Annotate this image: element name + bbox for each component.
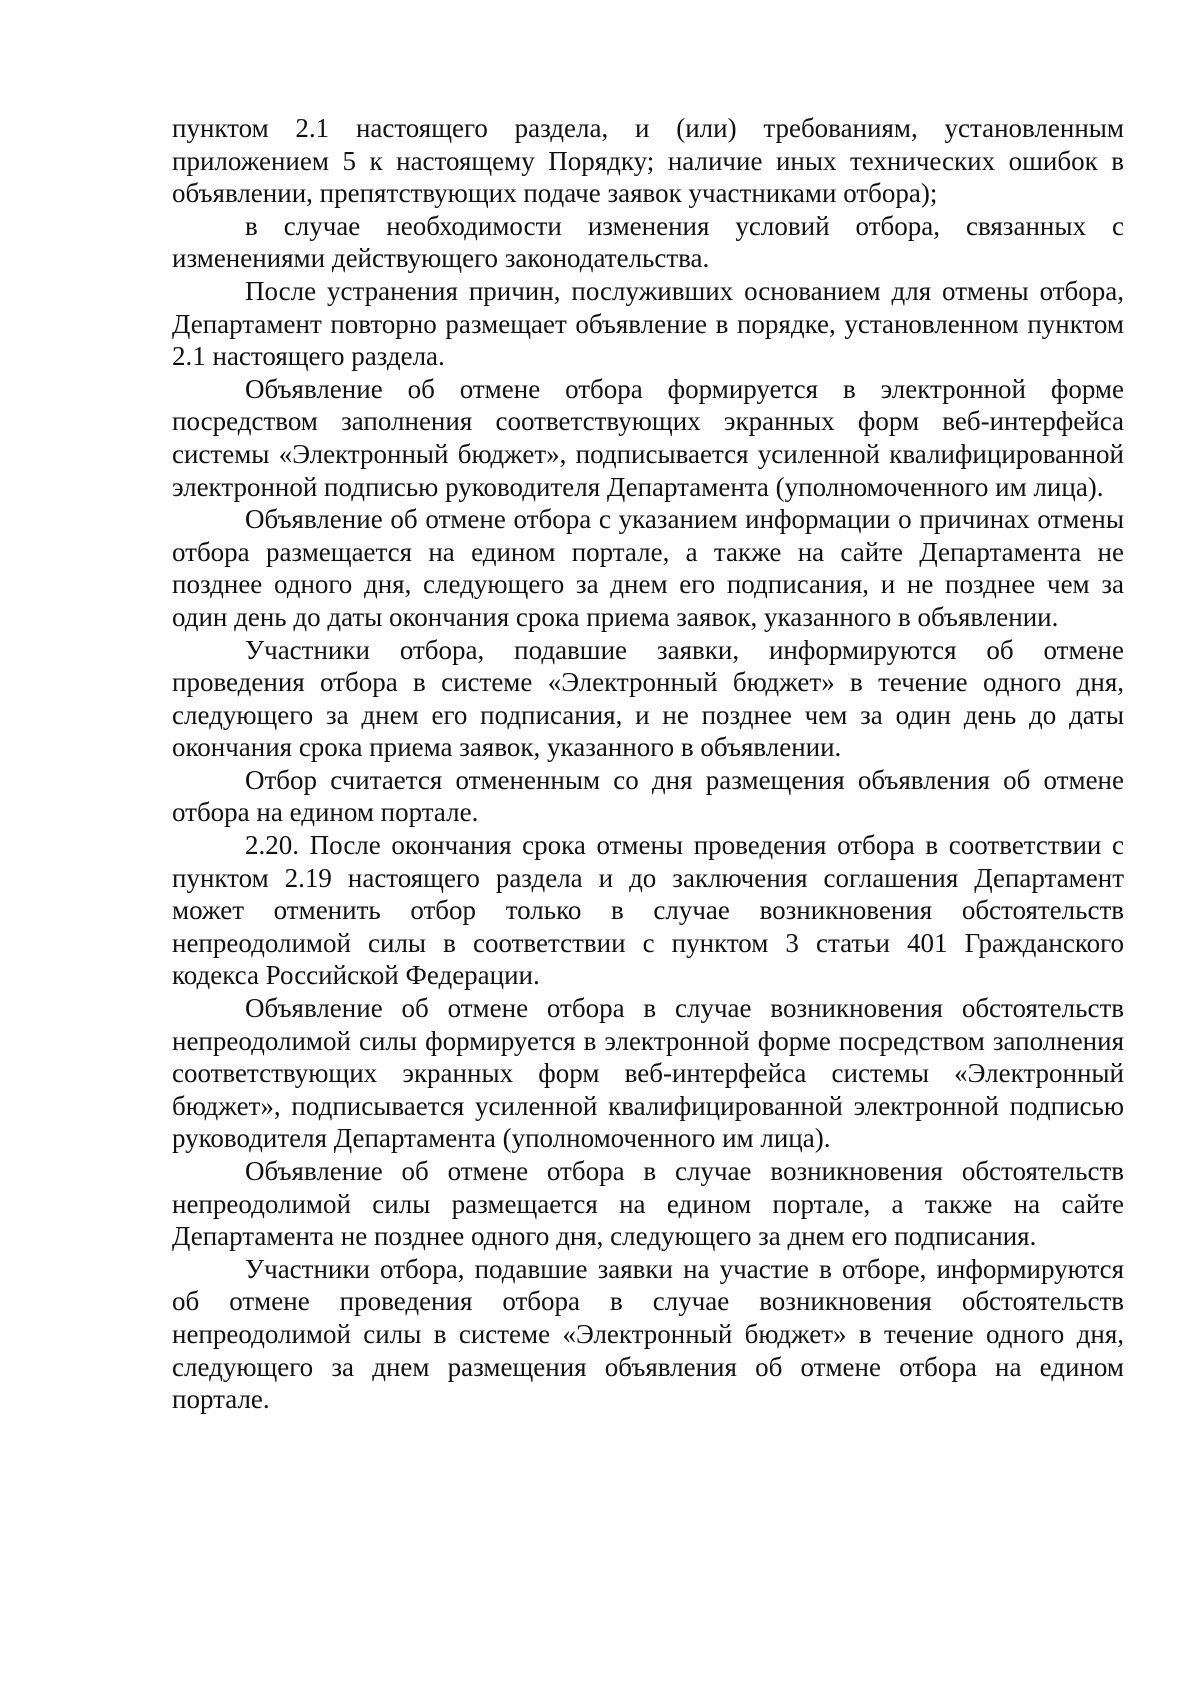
paragraph-continuation: пунктом 2.1 настоящего раздела, и (или) требованиям, установленным приложением 5 к настоящему Порядку; наличие иных технических ошибок в объявлении, препятствующих подаче заявок участниками отбора); xyxy=(172,113,1124,209)
paragraph: Участники отбора, подавшие заявки на участие в отборе, информируются об отмене проведения отбора в случае возникновения обстоятельств непреодолимой силы в системе «Электронный бюджет» в течение одного дня, следующего за днем размещения объявления об отмене отбора на едином портале. xyxy=(172,1253,1124,1415)
paragraph: Участники отбора, подавшие заявки, информируются об отмене проведения отбора в системе «Электронный бюджет» в течение одного дня, следующего за днем его подписания, и не позднее чем за один день до даты окончания срока приема заявок, указанного в объявлении. xyxy=(172,634,1124,763)
paragraph: Объявление об отмене отбора в случае возникновения обстоятельств непреодолимой силы размещается на едином портале, а также на сайте Департамента не позднее одного дня, следующего за днем его подписания. xyxy=(172,1156,1124,1252)
document-body xyxy=(172,112,1124,1416)
paragraph: в случае необходимости изменения условий отбора, связанных с изменениями действующего законодательства. xyxy=(172,210,1124,274)
paragraph: Объявление об отмене отбора формируется в электронной форме посредством заполнения соответствующих экранных форм веб-интерфейса системы «Электронный бюджет», подписывается усиленной квалифицированной электронной подписью руководителя Департамента (уполномоченного им лица). xyxy=(172,373,1124,502)
paragraph-section-2-20: 2.20. После окончания срока отмены проведения отбора в соответствии с пунктом 2.19 настоящего раздела и до заключения соглашения Департамент может отменить отбор только в случае возникновения обстоятельств непреодолимой силы в соответствии с пунктом 3 статьи 401 Гражданского кодекса Российской Федерации. xyxy=(172,830,1124,991)
paragraph: После устранения причин, послуживших основанием для отмены отбора, Департамент повторно размещает объявление в порядке, установленном пунктом 2.1 настоящего раздела. xyxy=(172,275,1124,372)
paragraph: Объявление об отмене отбора с указанием информации о причинах отмены отбора размещается на едином портале, а также на сайте Департамента не позднее одного дня, следующего за днем его подписания, и не позднее чем за один день до даты окончания срока приема заявок, указанного в объявлении. xyxy=(172,504,1124,632)
paragraph: Объявление об отмене отбора в случае возникновения обстоятельств непреодолимой силы формируется в электронной форме посредством заполнения соответствующих экранных форм веб-интерфейса системы «Электронный бюджет», подписывается усиленной квалифицированной электронной подписью руководителя Департамента (уполномоченного им лица). xyxy=(172,993,1124,1154)
paragraph: Отбор считается отмененным со дня размещения объявления об отмене отбора на едином портале. xyxy=(172,764,1124,828)
